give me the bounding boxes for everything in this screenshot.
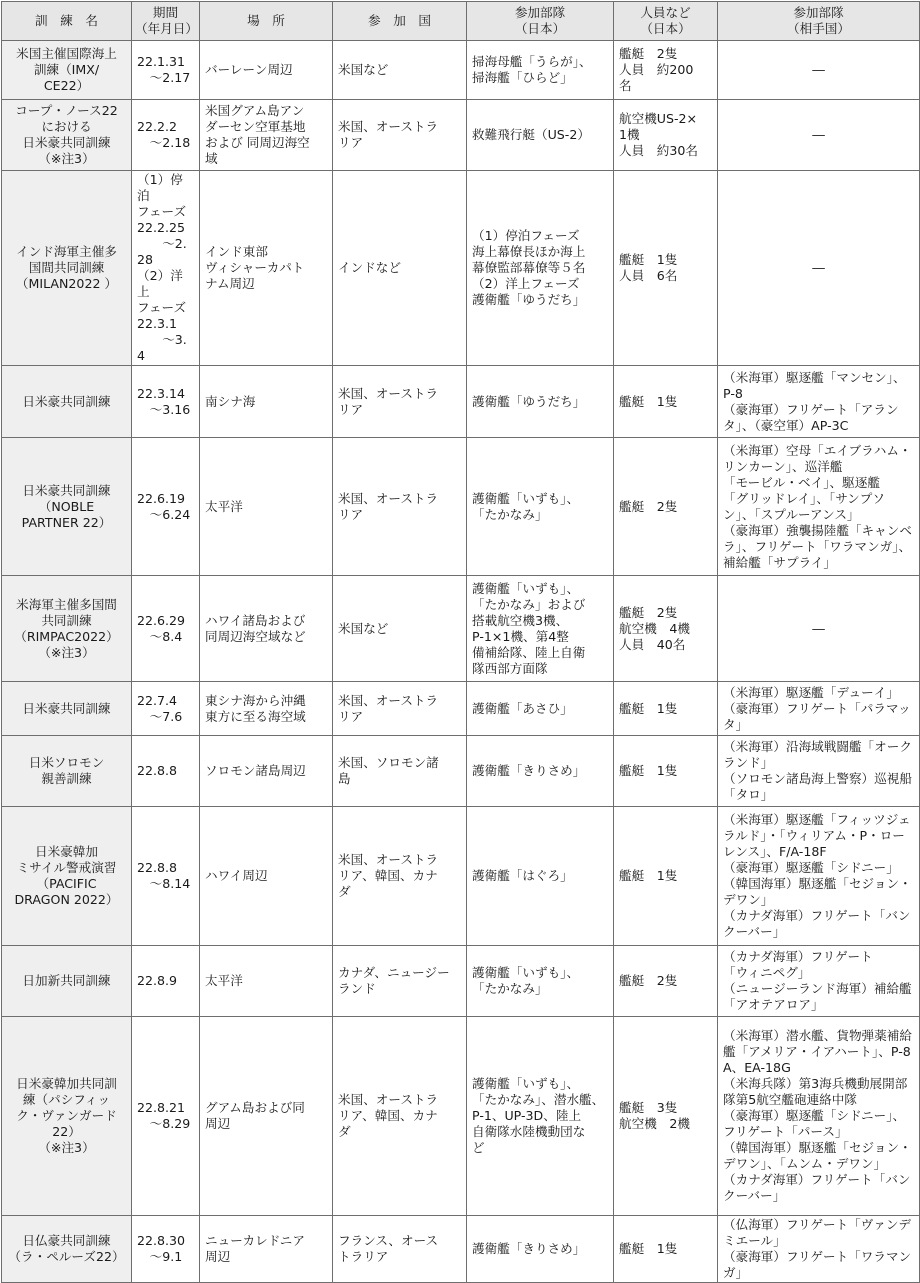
exercise-units-partner: ― — [718, 171, 920, 366]
exercise-units-partner: （カナダ海軍）フリゲート 「ウィニペグ」 （ニュージーランド海軍）補給艦「アオテアロア」 — [718, 946, 920, 1017]
exercise-countries: 米国、オーストラ リア、韓国、カナ ダ — [333, 807, 467, 946]
header-units-japan: 参加部隊 （日本） — [467, 2, 614, 41]
exercise-place: ハワイ周辺 — [200, 807, 333, 946]
exercise-place: ニューカレドニア 周辺 — [200, 1216, 333, 1283]
table-row — [2, 576, 920, 682]
exercise-units-japan: 護衛艦「きりさめ」 — [467, 1216, 614, 1283]
exercise-period: 22.2.2 ～2.18 — [132, 100, 200, 171]
table-row — [2, 682, 920, 736]
exercise-table — [1, 1, 920, 1283]
exercise-units-japan: 護衛艦「きりさめ」 — [467, 736, 614, 807]
exercise-name: 米国主催国際海上 訓練（IMX/ CE22） — [2, 41, 132, 100]
exercise-name: コープ・ノース22 における 日米豪共同訓練 （※注3） — [2, 100, 132, 171]
exercise-period: 22.3.14 ～3.16 — [132, 366, 200, 438]
exercise-units-japan: 護衛艦「はぐろ」 — [467, 807, 614, 946]
exercise-units-partner: （米海軍）駆逐艦「マンセン」、 P-8 （豪海軍）フリゲート「アランタ」、（豪空軍）AP-3C — [718, 366, 920, 438]
table-row — [2, 100, 920, 171]
exercise-units-partner: （米海軍）駆逐艦「フィッツジェラルド」・「ウィリアム・P・ローレンス」、F/A-18F （豪海軍）駆逐艦「シドニー」 （韓国海軍）駆逐艦「セジョン・デワン」 （カナダ海軍）フリゲート「バンクーバー」 — [718, 807, 920, 946]
exercise-name: 日米豪共同訓練 （NOBLE PARTNER 22） — [2, 438, 132, 576]
exercise-period: 22.6.29 ～8.4 — [132, 576, 200, 682]
exercise-period: 22.8.30 ～9.1 — [132, 1216, 200, 1283]
table-row — [2, 171, 920, 366]
exercise-units-partner: （仏海軍）フリゲート「ヴァンデミエール」 （豪海軍）フリゲート「ワラマンガ」 — [718, 1216, 920, 1283]
exercise-personnel: 艦艇 2隻 — [614, 946, 718, 1017]
exercise-personnel: 艦艇 3隻 航空機 2機 — [614, 1017, 718, 1216]
exercise-countries: 米国、オーストラ リア — [333, 682, 467, 736]
header-row — [2, 2, 920, 41]
exercise-place: 太平洋 — [200, 946, 333, 1017]
exercise-personnel: 艦艇 1隻 — [614, 807, 718, 946]
header-name: 訓 練 名 — [2, 2, 132, 41]
exercise-personnel: 艦艇 2隻 人員 約200 名 — [614, 41, 718, 100]
exercise-place: 南シナ海 — [200, 366, 333, 438]
exercise-place: 米国グアム島アン ダーセン空軍基地 および 同周辺海空 域 — [200, 100, 333, 171]
exercise-units-partner: （米海軍）潜水艦、貨物弾薬補給艦「アメリア・イアハート」、P-8A、EA-18G （米海兵隊）第3海兵機動展開部隊第5航空艦砲連絡中隊 （豪海軍）駆逐艦「シドニー」、フリゲート「パース」 （韓国海軍）駆逐艦「セジョン・デワン」、「ムンム・デワン」 （カナダ海軍）フリゲート「バンクーバー」 — [718, 1017, 920, 1216]
exercise-units-partner: （米海軍）沿海域戦闘艦「オークランド」 （ソロモン諸島海上警察）巡視船「タロ」 — [718, 736, 920, 807]
exercise-name: 日加新共同訓練 — [2, 946, 132, 1017]
exercise-countries: フランス、オース トラリア — [333, 1216, 467, 1283]
exercise-place: 東シナ海から沖縄 東方に至る海空域 — [200, 682, 333, 736]
exercise-personnel: 艦艇 1隻 — [614, 366, 718, 438]
exercise-units-japan: 護衛艦「ゆうだち」 — [467, 366, 614, 438]
exercise-countries: 米国、オーストラ リア — [333, 438, 467, 576]
exercise-countries: 米国、オーストラ リア、韓国、カナ ダ — [333, 1017, 467, 1216]
table-row — [2, 1216, 920, 1283]
exercise-countries: 米国、オーストラ リア — [333, 366, 467, 438]
exercise-countries: 米国など — [333, 41, 467, 100]
table-row — [2, 946, 920, 1017]
exercise-name: 日米豪共同訓練 — [2, 366, 132, 438]
exercise-personnel: 艦艇 1隻 — [614, 736, 718, 807]
table-row — [2, 366, 920, 438]
exercise-countries: 米国、ソロモン諸 島 — [333, 736, 467, 807]
exercise-personnel: 艦艇 1隻 人員 6名 — [614, 171, 718, 366]
table-row — [2, 1017, 920, 1216]
exercise-period: （1）停泊 フェーズ 22.2.25 ～2.28 （2）洋上 フェーズ 22.3.1 ～3.4 — [132, 171, 200, 366]
exercise-units-japan: 護衛艦「いずも」、 「たかなみ」 — [467, 438, 614, 576]
exercise-place: グアム島および同 周辺 — [200, 1017, 333, 1216]
exercise-countries: カナダ、ニュージー ランド — [333, 946, 467, 1017]
exercise-units-japan: 護衛艦「いずも」、 「たかなみ」 — [467, 946, 614, 1017]
exercise-personnel: 艦艇 2隻 — [614, 438, 718, 576]
exercise-period: 22.8.21 ～8.29 — [132, 1017, 200, 1216]
exercise-period: 22.7.4 ～7.6 — [132, 682, 200, 736]
header-countries: 参 加 国 — [333, 2, 467, 41]
exercise-name: 日米豪韓加 ミサイル警戒演習 （PACIFIC DRAGON 2022） — [2, 807, 132, 946]
header-personnel: 人員など （日本） — [614, 2, 718, 41]
table-row — [2, 807, 920, 946]
exercise-period: 22.8.8 — [132, 736, 200, 807]
exercise-units-japan: 救難飛行艇（US-2） — [467, 100, 614, 171]
exercise-period: 22.6.19 ～6.24 — [132, 438, 200, 576]
exercise-countries: 米国など — [333, 576, 467, 682]
exercise-units-partner: ― — [718, 576, 920, 682]
exercise-name: 日仏豪共同訓練 （ラ・ペルーズ22） — [2, 1216, 132, 1283]
exercise-place: バーレーン周辺 — [200, 41, 333, 100]
exercise-place: ソロモン諸島周辺 — [200, 736, 333, 807]
header-place: 場 所 — [200, 2, 333, 41]
table-row — [2, 41, 920, 100]
table-row — [2, 438, 920, 576]
exercise-name: 日米豪韓加共同訓 練（パシフィッ ク・ヴァンガード 22） （※注3） — [2, 1017, 132, 1216]
table-row — [2, 736, 920, 807]
exercise-countries: 米国、オーストラ リア — [333, 100, 467, 171]
exercise-units-japan: 護衛艦「いずも」、 「たかなみ」および 搭載航空機3機、 P-1×1機、第4整 備補給隊、陸上自衛 隊西部方面隊 — [467, 576, 614, 682]
exercise-personnel: 艦艇 1隻 — [614, 682, 718, 736]
exercise-personnel: 艦艇 2隻 航空機 4機 人員 40名 — [614, 576, 718, 682]
exercise-place: インド東部 ヴィシャーカパト ナム周辺 — [200, 171, 333, 366]
exercise-period: 22.1.31 ～2.17 — [132, 41, 200, 100]
exercise-units-japan: 護衛艦「あさひ」 — [467, 682, 614, 736]
exercise-units-japan: （1）停泊フェーズ 海上幕僚長ほか海上 幕僚監部幕僚等５名 （2）洋上フェーズ 護衛艦「ゆうだち」 — [467, 171, 614, 366]
exercise-personnel: 艦艇 1隻 — [614, 1216, 718, 1283]
exercise-units-japan: 掃海母艦「うらが」、 掃海艦「ひらど」 — [467, 41, 614, 100]
exercise-units-japan: 護衛艦「いずも」、 「たかなみ」、潜水艦、 P-1、UP-3D、陸上 自衛隊水陸機動団な ど — [467, 1017, 614, 1216]
header-period: 期間 （年月日） — [132, 2, 200, 41]
exercise-units-partner: ― — [718, 100, 920, 171]
header-units-partner: 参加部隊 （相手国） — [718, 2, 920, 41]
exercise-name: 日米ソロモン 親善訓練 — [2, 736, 132, 807]
exercise-units-partner: （米海軍）駆逐艦「デューイ」 （豪海軍）フリゲート「パラマッタ」 — [718, 682, 920, 736]
exercise-name: 日米豪共同訓練 — [2, 682, 132, 736]
exercise-place: ハワイ諸島および 同周辺海空域など — [200, 576, 333, 682]
exercise-period: 22.8.8 ～8.14 — [132, 807, 200, 946]
exercise-name: インド海軍主催多 国間共同訓練 （MILAN2022 ） — [2, 171, 132, 366]
exercise-name: 米海軍主催多国間 共同訓練 （RIMPAC2022） （※注3） — [2, 576, 132, 682]
exercise-units-partner: ― — [718, 41, 920, 100]
exercise-countries: インドなど — [333, 171, 467, 366]
exercise-place: 太平洋 — [200, 438, 333, 576]
exercise-personnel: 航空機US-2× 1機 人員 約30名 — [614, 100, 718, 171]
exercise-units-partner: （米海軍）空母「エイブラハム・リンカーン」、巡洋艦 「モービル・ベイ」、駆逐艦 「グリッドレイ」、「サンプソン」、「スプルーアンス」 （豪海軍）強襲揚陸艦「キャンベラ」、フリゲート「ワラマンガ」、補給艦「サプライ」 — [718, 438, 920, 576]
exercise-period: 22.8.9 — [132, 946, 200, 1017]
